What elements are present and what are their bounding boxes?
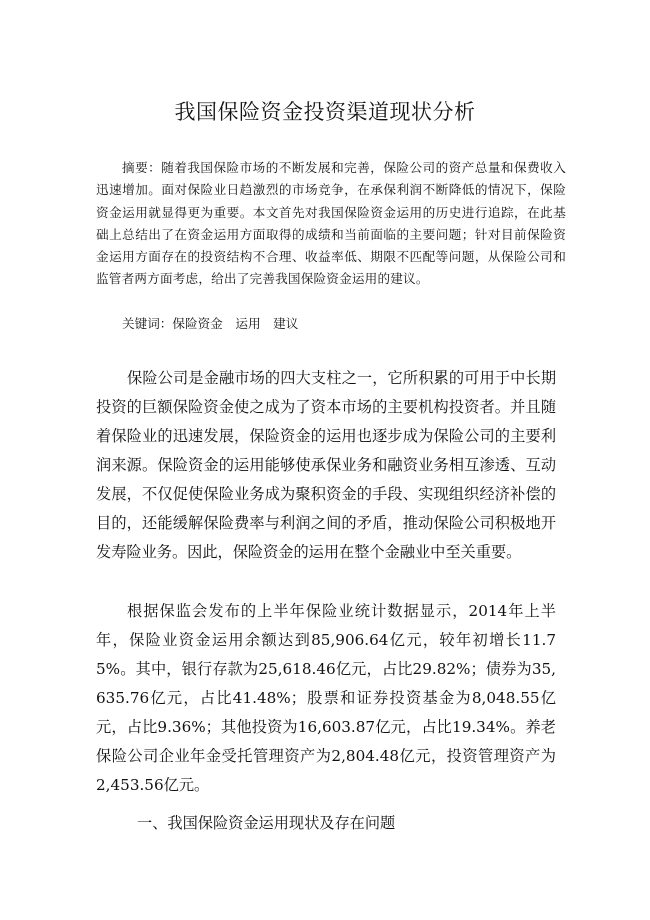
keywords: 关键词：保险资金 运用 建议	[122, 316, 299, 331]
document-title: 我国保险资金投资渠道现状分析	[174, 100, 476, 124]
body-paragraph: 根据保监会发布的上半年保险业统计数据显示，2014年上半年，保险业资金运用余额达到85,906.64亿元，较年初增长11.75%。其中，银行存款为25,618.46亿元，占比29.82%；债券为35,635.76亿元，占比41.48%；股票和证券投资基金为8,048.55亿元，占比9.36%；其他投资为16,603.87亿元，占比19.34%。养老保险公司企业年金受托管理资产为2,804.48亿元，投资管理资产为2,453.56亿元。	[96, 602, 556, 794]
body-paragraph: 保险公司是金融市场的四大支柱之一，它所积累的可用于中长期投资的巨额保险资金使之成为了资本市场的主要机构投资者。并且随着保险业的迅速发展，保险资金的运用也逐步成为保险公司的主要利润来源。保险资金的运用能够使承保业务和融资业务相互渗透、互动发展，不仅促使保险业务成为聚积资金的手段、实现组织经济补偿的目的，还能缓解保险费率与利润之间的矛盾，推动保险公司积极地开发寿险业务。因此，保险资金的运用在整个金融业中至关重要。	[96, 369, 556, 561]
section-heading: 一、我国保险资金运用现状及存在问题	[137, 814, 396, 832]
abstract: 摘要：随着我国保险市场的不断发展和完善，保险公司的资产总量和保费收入迅速增加。面对保险业日趋激烈的市场竞争，在承保利润不断降低的情况下，保险资金运用就显得更为重要。本文首先对我国保险资金运用的历史进行追踪，在此基础上总结出了在资金运用方面取得的成绩和当前面临的主要问题；针对目前保险资金运用方面存在的投资结构不合理、收益率低、期限不匹配等问题，从保险公司和监管者两方面考虑，给出了完善我国保险资金运用的建议。	[96, 160, 566, 287]
